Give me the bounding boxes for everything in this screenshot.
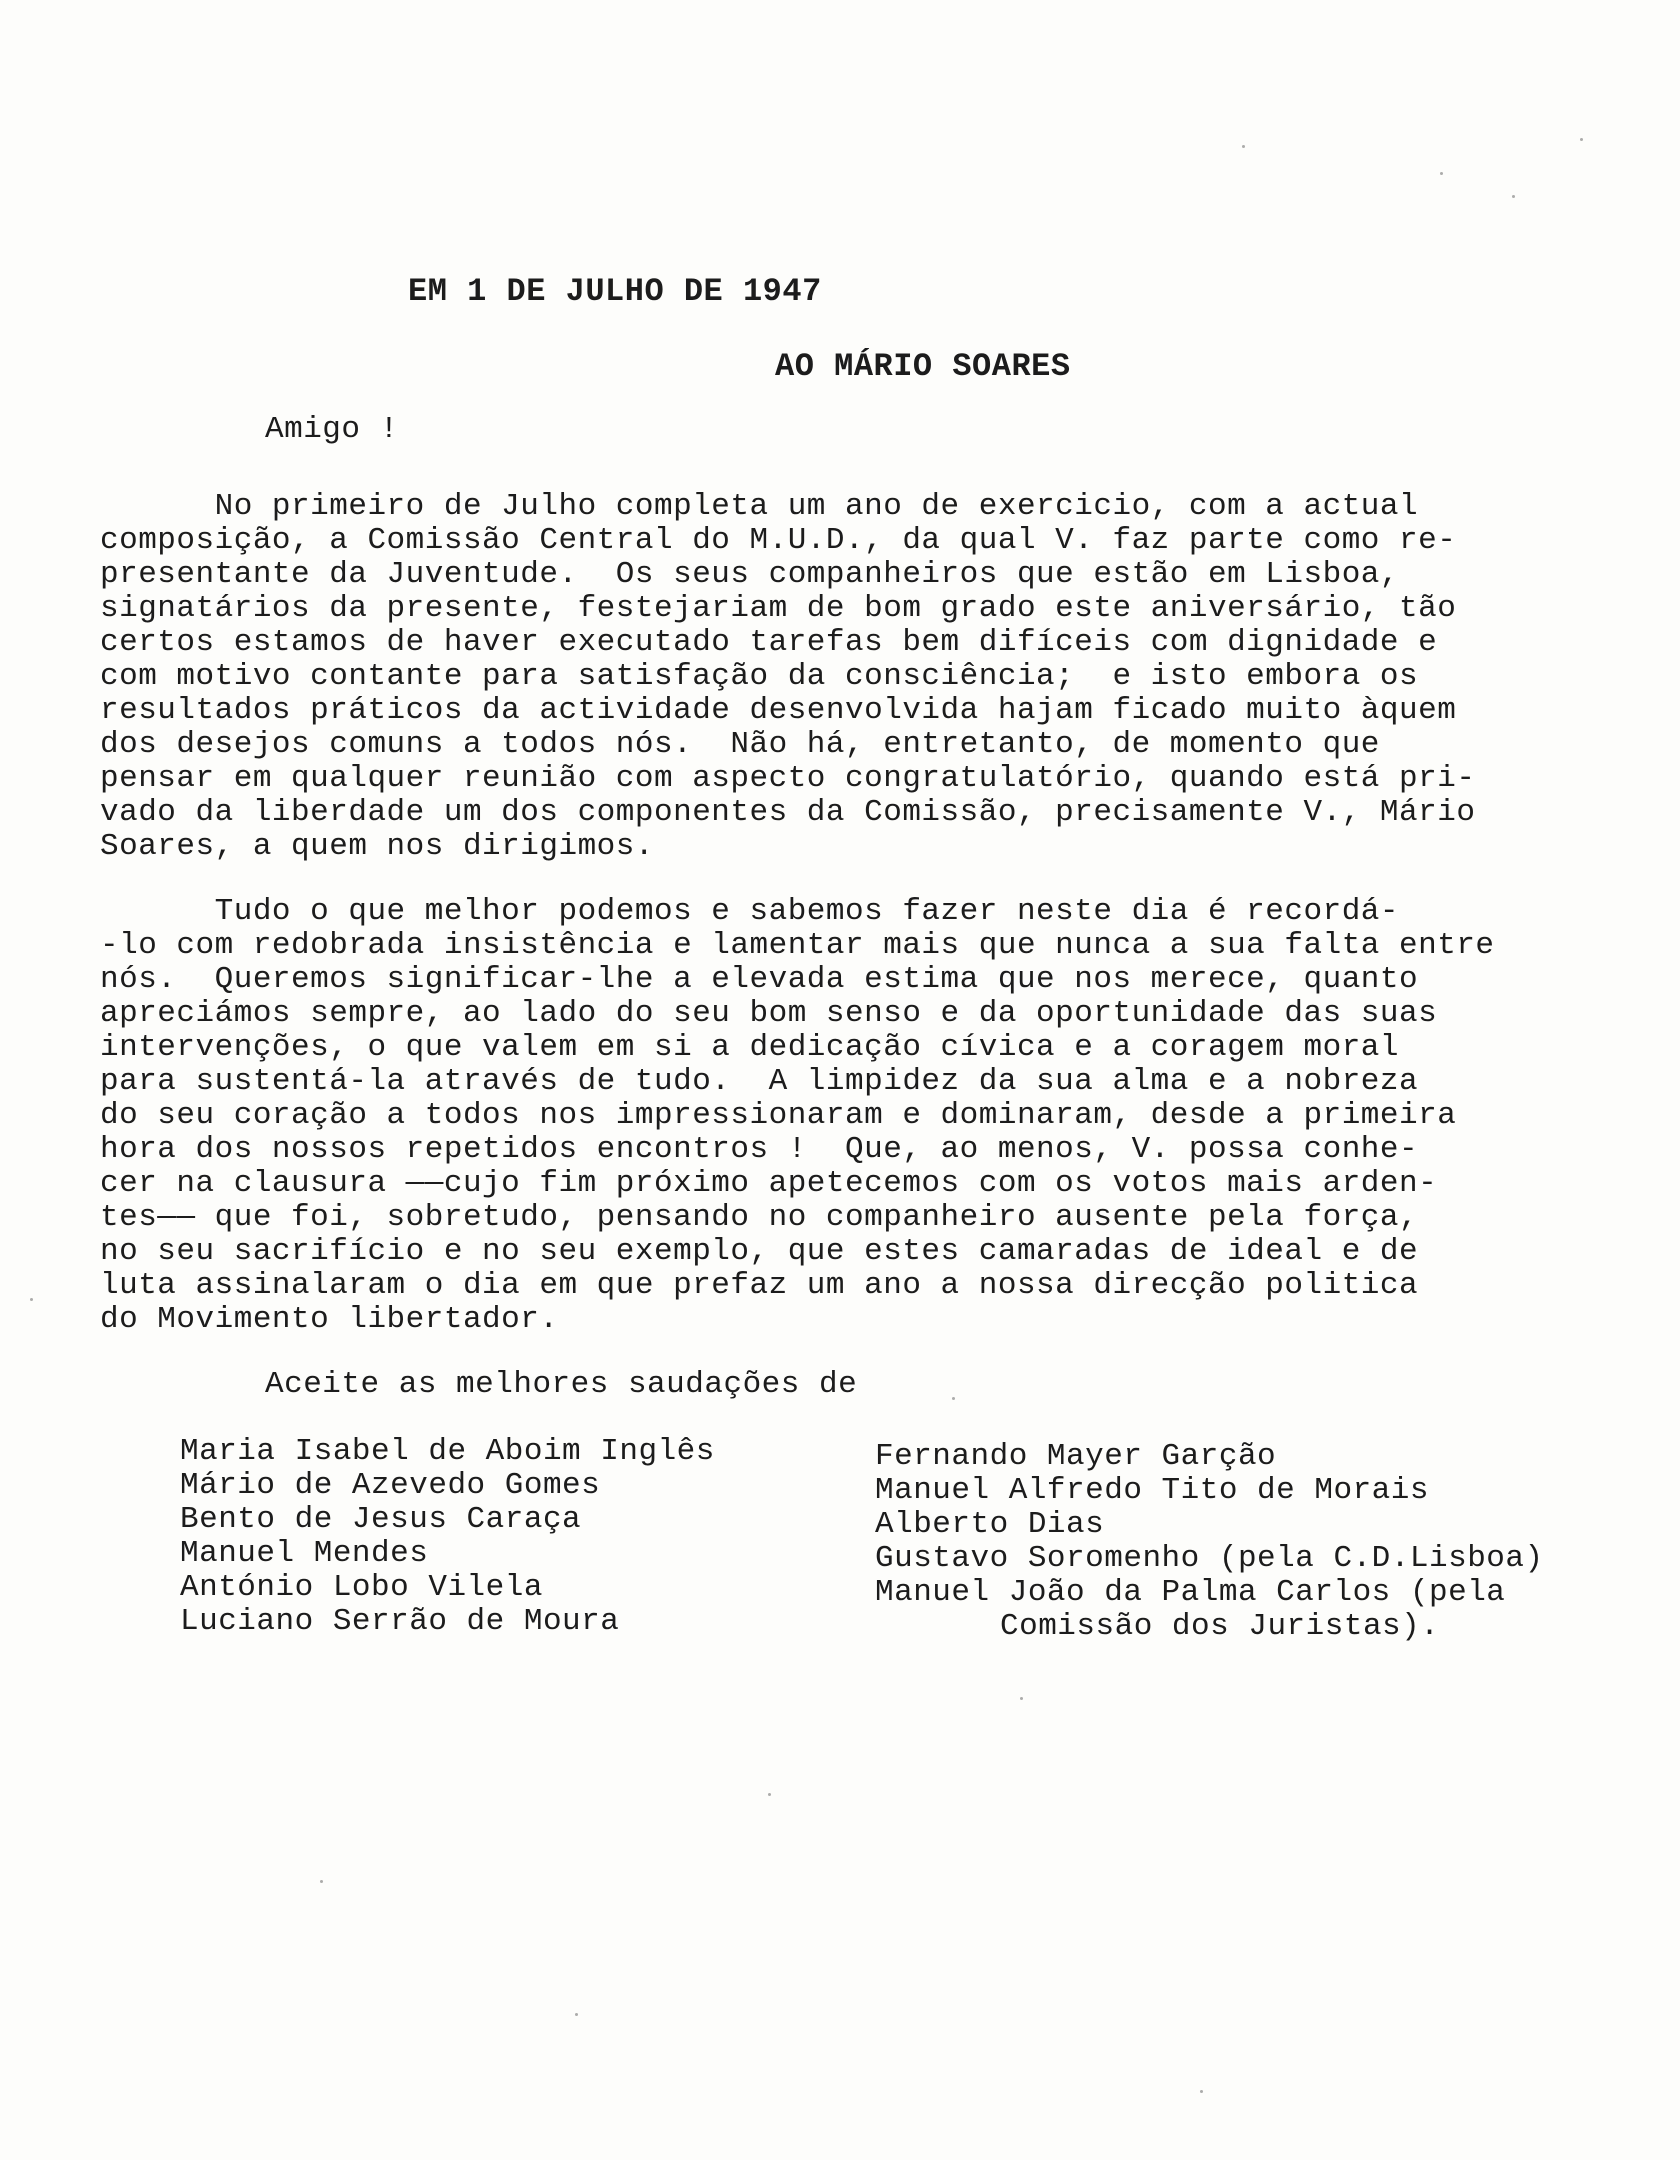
paragraph-line: certos estamos de haver executado tarefas bem difíceis com dignidade e	[100, 625, 1438, 660]
signatory-name: Manuel Alfredo Tito de Morais	[875, 1473, 1429, 1508]
paragraph-line: signatários da presente, festejariam de bom grado este aniversário, tão	[100, 591, 1457, 626]
signatories-left-column	[180, 1435, 715, 1639]
signatory-name: António Lobo Vilela	[180, 1570, 543, 1605]
salutation: Amigo !	[265, 412, 399, 447]
scan-speck	[768, 1793, 771, 1796]
scan-speck	[1242, 145, 1245, 148]
recipient-line: AO MÁRIO SOARES	[775, 348, 1071, 385]
signatory-name: Luciano Serrão de Moura	[180, 1604, 620, 1639]
paragraph-line: apreciámos sempre, ao lado do seu bom senso e da oportunidade das suas	[100, 996, 1438, 1031]
scan-speck	[952, 1397, 955, 1400]
scan-speck	[1512, 195, 1515, 198]
paragraph-line: com motivo contante para satisfação da consciência; e isto embora os	[100, 659, 1419, 694]
paragraph-line: cer na clausura ——cujo fim próximo apetecemos com os votos mais arden-	[100, 1166, 1438, 1201]
signatory-name: Mário de Azevedo Gomes	[180, 1468, 601, 1503]
signatory-name: Manuel Mendes	[180, 1536, 429, 1571]
paragraph-line: pensar em qualquer reunião com aspecto congratulatório, quando está pri-	[100, 761, 1476, 796]
scan-speck	[1020, 1697, 1023, 1700]
closing-line: Aceite as melhores saudações de	[265, 1367, 858, 1402]
paragraph-line: para sustentá-la através de tudo. A limpidez da sua alma e a nobreza	[100, 1064, 1419, 1099]
signatories-right-column	[875, 1440, 1544, 1644]
body-paragraph-1	[100, 490, 1670, 864]
paragraph-line: intervenções, o que valem em si a dedicação cívica e a coragem moral	[100, 1030, 1400, 1065]
signatory-name: Manuel João da Palma Carlos (pela	[875, 1575, 1506, 1610]
date-line: EM 1 DE JULHO DE 1947	[408, 273, 822, 310]
signatory-name: Maria Isabel de Aboim Inglês	[180, 1434, 715, 1469]
scan-speck	[575, 2013, 578, 2016]
paragraph-line: resultados práticos da actividade desenvolvida hajam ficado muito àquem	[100, 693, 1457, 728]
paragraph-line: Tudo o que melhor podemos e sabemos fazer neste dia é recordá-	[100, 894, 1400, 929]
signatory-name-continuation: Comissão dos Juristas).	[1000, 1609, 1440, 1644]
paragraph-line: hora dos nossos repetidos encontros ! Que, ao menos, V. possa conhe-	[100, 1132, 1419, 1167]
paragraph-line: dos desejos comuns a todos nós. Não há, entretanto, de momento que	[100, 727, 1380, 762]
signatory-name: Bento de Jesus Caraça	[180, 1502, 582, 1537]
paragraph-line: No primeiro de Julho completa um ano de exercicio, com a actual	[100, 489, 1419, 524]
scan-speck	[1580, 138, 1583, 141]
paragraph-line: do seu coração a todos nos impressionaram e dominaram, desde a primeira	[100, 1098, 1457, 1133]
paragraph-line: no seu sacrifício e no seu exemplo, que estes camaradas de ideal e de	[100, 1234, 1419, 1269]
paragraph-line: Soares, a quem nos dirigimos.	[100, 829, 654, 864]
signatory-name: Gustavo Soromenho (pela C.D.Lisboa)	[875, 1541, 1544, 1576]
scan-speck	[1440, 172, 1443, 175]
paragraph-line: do Movimento libertador.	[100, 1302, 559, 1337]
scan-speck	[30, 1298, 33, 1301]
paragraph-line: -lo com redobrada insistência e lamentar mais que nunca a sua falta entre	[100, 928, 1495, 963]
paragraph-line: nós. Queremos significar-lhe a elevada estima que nos merece, quanto	[100, 962, 1419, 997]
scan-speck	[1200, 2090, 1203, 2093]
body-paragraph-2	[100, 895, 1670, 1337]
signatory-name: Alberto Dias	[875, 1507, 1105, 1542]
scan-speck	[320, 1880, 323, 1883]
signatory-name: Fernando Mayer Garção	[875, 1439, 1277, 1474]
paragraph-line: tes—— que foi, sobretudo, pensando no companheiro ausente pela força,	[100, 1200, 1419, 1235]
paragraph-line: vado da liberdade um dos componentes da Comissão, precisamente V., Mário	[100, 795, 1476, 830]
paragraph-line: composição, a Comissão Central do M.U.D., da qual V. faz parte como re-	[100, 523, 1457, 558]
paragraph-line: presentante da Juventude. Os seus companheiros que estão em Lisboa,	[100, 557, 1400, 592]
paragraph-line: luta assinalaram o dia em que prefaz um ano a nossa direcção politica	[100, 1268, 1419, 1303]
